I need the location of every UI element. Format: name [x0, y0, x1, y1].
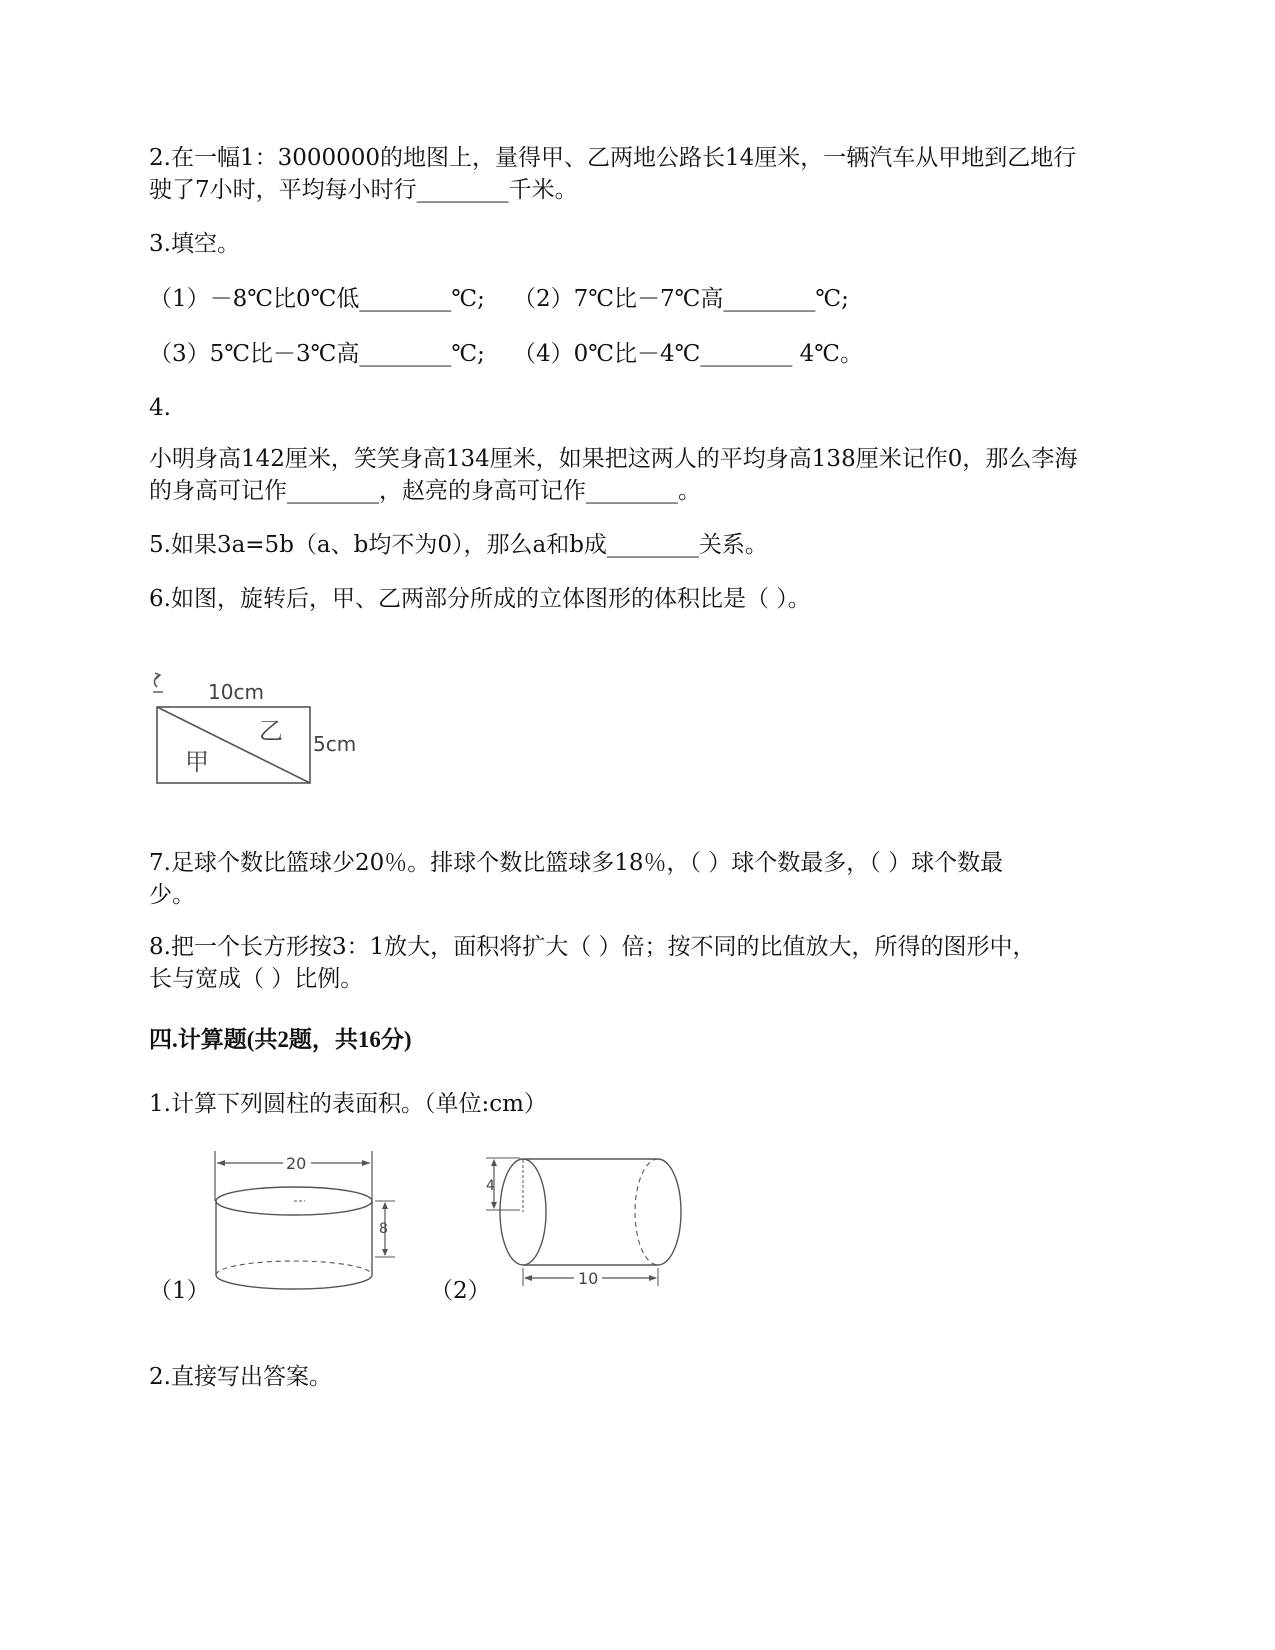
diagonal-line	[157, 707, 310, 783]
q3-item2: （2）7℃比－7℃高________℃;	[513, 286, 849, 312]
q4-line1: 小明身高142厘米，笑笑身高134厘米，如果把这两人的平均身高138厘米记作0，那么李海	[149, 446, 1078, 472]
calc2-title: 2.直接写出答案。	[149, 1364, 332, 1390]
length-label: 10	[578, 1269, 599, 1288]
cylinder-figure-1	[205, 1145, 405, 1315]
q2-line2: 驶了7小时，平均每小时行________千米。	[149, 177, 578, 203]
q7-line1: 7.足球个数比篮球少20％。排球个数比篮球多18％，（ ）球个数最多，（ ）球个数最	[149, 850, 1004, 876]
q5-line1: 5.如果3a=5b（a、b均不为0），那么a和b成________关系。	[149, 532, 768, 558]
part-b-label: 乙	[259, 717, 283, 745]
calc1-fig2-label: （2）	[430, 1278, 491, 1304]
q7-line2: 少。	[149, 882, 195, 908]
rectangle-rotation-figure	[145, 665, 375, 795]
q3-item3: （3）5℃比－3℃高________℃;	[149, 341, 485, 367]
section4-heading: 四.计算题(共2题，共16分)	[149, 1027, 412, 1052]
q8-line2: 长与宽成（ ）比例。	[149, 966, 364, 992]
q2-line1: 2.在一幅1：3000000的地图上，量得甲、乙两地公路长14厘米，一辆汽车从甲地到乙地行	[149, 145, 1077, 171]
q3-title: 3.填空。	[149, 231, 240, 257]
q4-number: 4.	[149, 395, 171, 421]
rotate-arrow-icon	[153, 673, 163, 692]
q4-line2: 的身高可记作________，赵亮的身高可记作________。	[149, 478, 701, 504]
part-a-label: 甲	[185, 748, 209, 776]
width-label: 10cm	[208, 680, 264, 704]
height-label: 5cm	[313, 732, 357, 756]
q3-item1: （1）－8℃比0℃低________℃;	[149, 286, 485, 312]
q8-line1: 8.把一个长方形按3：1放大，面积将扩大（ ）倍；按不同的比值放大，所得的图形中，	[149, 934, 1036, 960]
q3-item4: （4）0℃比－4℃________ 4℃。	[513, 341, 864, 367]
cylinder-figure-2	[482, 1150, 697, 1300]
calc1-fig1-label: （1）	[149, 1278, 210, 1304]
radius-label: 4	[486, 1178, 495, 1194]
diameter-label: 20	[286, 1154, 307, 1173]
calc1-title: 1.计算下列圆柱的表面积。（单位:cm）	[149, 1091, 547, 1117]
height-label: 8	[379, 1221, 388, 1237]
q6-line1: 6.如图，旋转后，甲、乙两部分所成的立体图形的体积比是（ ）。	[149, 586, 811, 612]
